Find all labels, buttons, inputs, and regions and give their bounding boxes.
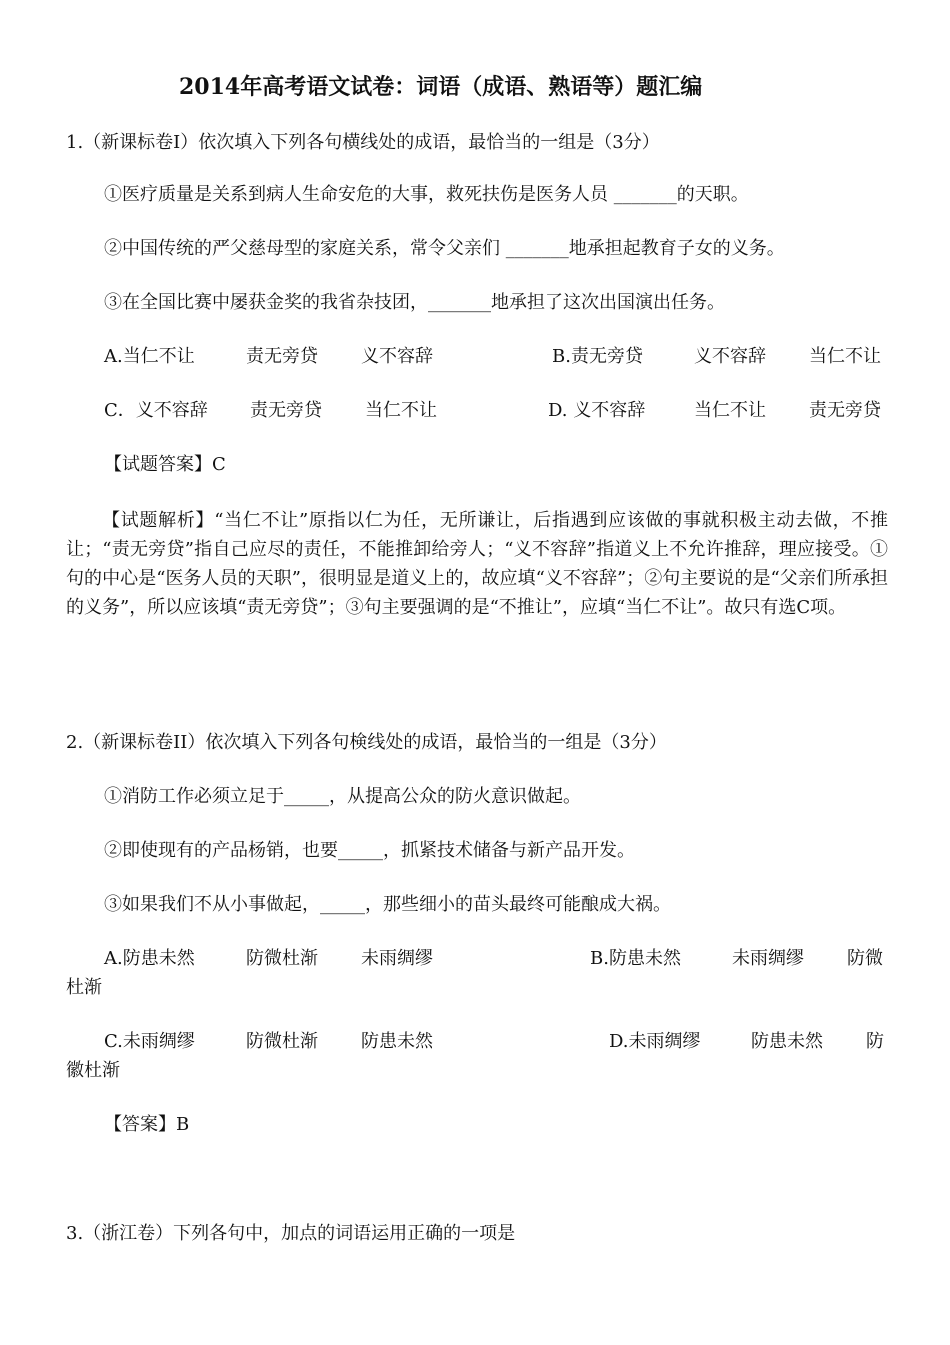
q2-option-a-3: 未雨绸缪 [361,948,433,969]
q2-option-b-3: 防微 [847,948,883,969]
q3-stem: 3.（浙江卷）下列各句中，加点的词语运用正确的一项是 [66,1223,516,1244]
q1-option-b-3: 当仁不让 [809,346,881,367]
q2-option-d-3: 防 [866,1031,884,1052]
q1-option-d-3: 责无旁贷 [809,400,881,421]
q1-option-d-2: 当仁不让 [694,400,766,421]
q2-sentence-1: ①消防工作必须立足于_____，从提高公众的防火意识做起。 [104,786,581,807]
q2-option-a-1: A.防患未然 [104,948,195,969]
q2-option-c-1: C.未雨绸缪 [104,1031,195,1052]
q1-option-a-3: 义不容辞 [361,346,433,367]
q1-option-b-1: B.责无旁贷 [552,346,643,367]
q2-sentence-2: ②即使现有的产品杨销，也要_____，抓紧技术储备与新产品开发。 [104,840,635,861]
q2-option-b-1: B.防患未然 [590,948,681,969]
q1-option-d-1: D. 义不容辞 [548,400,646,421]
q1-answer: 【试题答案】C [104,454,226,475]
q2-stem: 2.（新课标卷II）依次填入下列各句検线处的成语，最恰当的一组是（3分） [66,732,667,753]
q1-option-c-2: 责无旁贷 [250,400,322,421]
q2-option-b-2: 未雨绸缪 [732,948,804,969]
q2-answer: 【答案】B [104,1114,190,1135]
q1-option-c-3: 当仁不让 [365,400,437,421]
q2-option-c-2: 防微杜渐 [246,1031,318,1052]
q1-analysis: 【试题解析】“当仁不让”原指以仁为任，无所谦让，后指遇到应该做的事就积极主动去做，不推让；“责无旁贷”指自己应尽的责任，不能推卸给旁人；“义不容辞”指道义上不允许推辞，理应接受。①句的中心是“医务人员的天职”，很明显是道义上的，故应填“义不容辞”；②句主要说的是“父亲们所承担的义务”，所以应该填“责无旁贷”；③句主要强调的是“不推让”，应填“当仁不让”。故只有选C项。 [66,510,888,618]
q1-option-b-2: 义不容辞 [694,346,766,367]
q2-option-d-1: D.未雨绸缪 [609,1031,701,1052]
q1-sentence-1: ①医疗质量是关系到病人生命安危的大事，救死扶伤是医务人员 _______的天职。 [104,184,749,205]
document-title: 2014年高考语文试卷：词语（成语、熟语等）题汇编 [179,74,703,100]
q1-sentence-2: ②中国传统的严父慈母型的家庭关系，常令父亲们 _______地承担起教育子女的义务。 [104,238,785,259]
q2-option-d-continuation: 徽杜渐 [66,1060,120,1081]
q2-option-c-3: 防患未然 [361,1031,433,1052]
q1-option-a-1: A.当仁不让 [104,346,195,367]
q2-option-a-2: 防微杜渐 [246,948,318,969]
q1-sentence-3: ③在全国比赛中屡获金奖的我省杂技团，_______地承担了这次出国演出任务。 [104,292,725,313]
q2-option-b-continuation: 杜渐 [66,977,102,998]
q1-stem: 1.（新课标卷Ⅰ）依次填入下列各句横线处的成语，最恰当的一组是（3分） [66,132,660,153]
q1-option-c-1: C．义不容辞 [104,400,208,421]
q2-sentence-3: ③如果我们不从小事做起，_____，那些细小的苗头最终可能酿成大祸。 [104,894,671,915]
q2-option-d-2: 防患未然 [751,1031,823,1052]
q1-option-a-2: 责无旁贷 [246,346,318,367]
